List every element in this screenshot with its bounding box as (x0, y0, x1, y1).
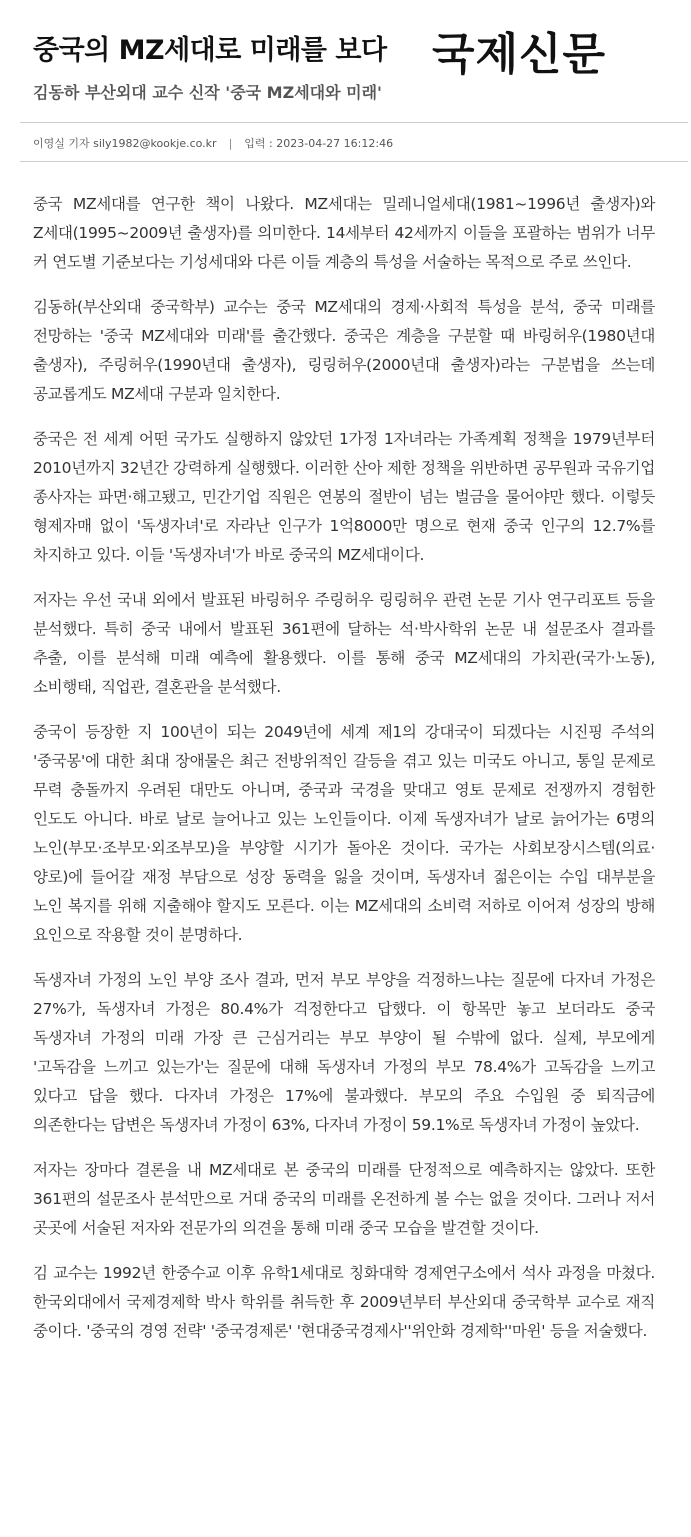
paragraph-8: 김 교수는 1992년 한중수교 이후 유학1세대로 칭화대학 경제연구소에서 석사 과정을 마쳤다. 한국외대에서 국제경제학 박사 학위를 취득한 후 2009년부터 부산외대 중국학부 교수로 재직 중이다. '중국의 경영 전략' '중국경제론' '현대중국경제사''위안화 경제학''마윈' 등을 저술했다. (33, 1264, 655, 1340)
article-body (33, 190, 655, 1362)
paragraph-3: 중국은 전 세계 어떤 국가도 실행하지 않았던 1가정 1자녀라는 가족계획 정책을 1979년부터 2010년까지 32년간 강력하게 실행했다. 이러한 산아 제한 정책을 위반하면 공무원과 국유기업 종사자는 파면·해고됐고, 민간기업 직원은 연봉의 절반이 넘는 벌금을 물어야만 했다. 이렇듯 형제자매 없이 '독생자녀'로 자라난 인구가 1억8000만 명으로 현재 중국 인구의 12.7%를 차지하고 있다. 이들 '독생자녀'가 바로 중국의 MZ세대이다. (33, 430, 655, 564)
paragraph-4: 저자는 우선 국내 외에서 발표된 바링허우 주링허우 링링허우 관련 논문 기사 연구리포트 등을 분석했다. 특히 중국 내에서 발표된 361편에 달하는 석·박사학위 논문 내 설문조사 결과를 추출, 이를 분석해 미래 예측에 활용했다. 이를 통해 중국 MZ세대의 가치관(국가·노동), 소비행태, 직업관, 결혼관을 분석했다. (33, 591, 655, 696)
subheadline: 김동하 부산외대 교수 신작 '중국 MZ세대와 미래' (33, 83, 382, 102)
bottom-divider (20, 161, 688, 162)
top-divider (20, 122, 688, 123)
paragraph-6: 독생자녀 가정의 노인 부양 조사 결과, 먼저 부모 부양을 걱정하느냐는 질문에 다자녀 가정은 27%가, 독생자녀 가정은 80.4%가 걱정한다고 답했다. 이 항목만 놓고 보더라도 중국 독생자녀 가정의 미래 가장 큰 근심거리는 부모 부양이 될 수밖에 없다. 실제, 부모에게 '고독감을 느끼고 있는가'는 질문에 대해 독생자녀 가정의 부모 78.4%가 고독감을 느끼고 있다고 답을 했다. 다자녀 가정은 17%에 불과했다. 부모의 주요 수입원 중 퇴직금에 의존한다는 답변은 독생자녀 가정이 63%, 다자녀 가정이 59.1%로 독생자녀 가정이 높았다. (33, 971, 655, 1134)
byline-separator: | (228, 137, 233, 150)
paragraph-1: 중국 MZ세대를 연구한 책이 나왔다. MZ세대는 밀레니얼세대(1981~1996년 출생자)와 Z세대(1995~2009년 출생자)를 의미한다. 14세부터 42세까지 이들을 포괄하는 범위가 너무 커 연도별 기준보다는 기성세대와 다른 이들 계층의 특성을 서술하는 목적으로 주로 쓰인다. (33, 195, 655, 271)
author-info: 이영실 기자 sily1982@kookje.co.kr (33, 137, 217, 150)
paragraph-2: 김동하(부산외대 중국학부) 교수는 중국 MZ세대의 경제·사회적 특성을 분석, 중국 미래를 전망하는 '중국 MZ세대와 미래'를 출간했다. 중국은 계층을 구분할 때 바링허우(1980년대 출생자), 주링허우(1990년대 출생자), 링링허우(2000년대 출생자)라는 구분법을 쓰는데 공교롭게도 MZ세대 구분과 일치한다. (33, 298, 655, 403)
paragraph-5: 중국이 등장한 지 100년이 되는 2049년에 세계 제1의 강대국이 되겠다는 시진핑 주석의 '중국몽'에 대한 최대 장애물은 최근 전방위적인 갈등을 겪고 있는 미국도 아니고, 통일 문제로 무력 충돌까지 우려된 대만도 아니며, 중국과 국경을 맞대고 영토 문제로 전쟁까지 경험한 인도도 아니다. 바로 날로 늘어나고 있는 노인들이다. 이제 독생자녀가 날로 늙어가는 6명의 노인(부모·조부모·외조부모)을 부양할 시기가 돌아온 것이다. 국가는 사회보장시스템(의료·양로)에 들어갈 재정 부담으로 성장 동력을 잃을 것이며, 독생자녀 젊은이는 수입 대부분을 노인 복지를 위해 지출해야 할지도 모른다. 이는 MZ세대의 소비력 저하로 이어져 성장의 방해 요인으로 작용할 것이 분명하다. (33, 723, 655, 944)
paragraph-7: 저자는 장마다 결론을 내 MZ세대로 본 중국의 미래를 단정적으로 예측하지는 않았다. 또한 361편의 설문조사 분석만으로 거대 중국의 미래를 온전하게 볼 수는 없을 것이다. 그러나 저서 곳곳에 서술된 저자와 전문가의 의견을 통해 미래 중국 모습을 발견할 것이다. (33, 1161, 655, 1237)
newspaper-logo: 국제신문 (432, 29, 607, 80)
headline: 중국의 MZ세대로 미래를 보다 (33, 35, 387, 66)
publish-date: 입력 : 2023-04-27 16:12:46 (244, 137, 394, 150)
byline (33, 135, 393, 151)
